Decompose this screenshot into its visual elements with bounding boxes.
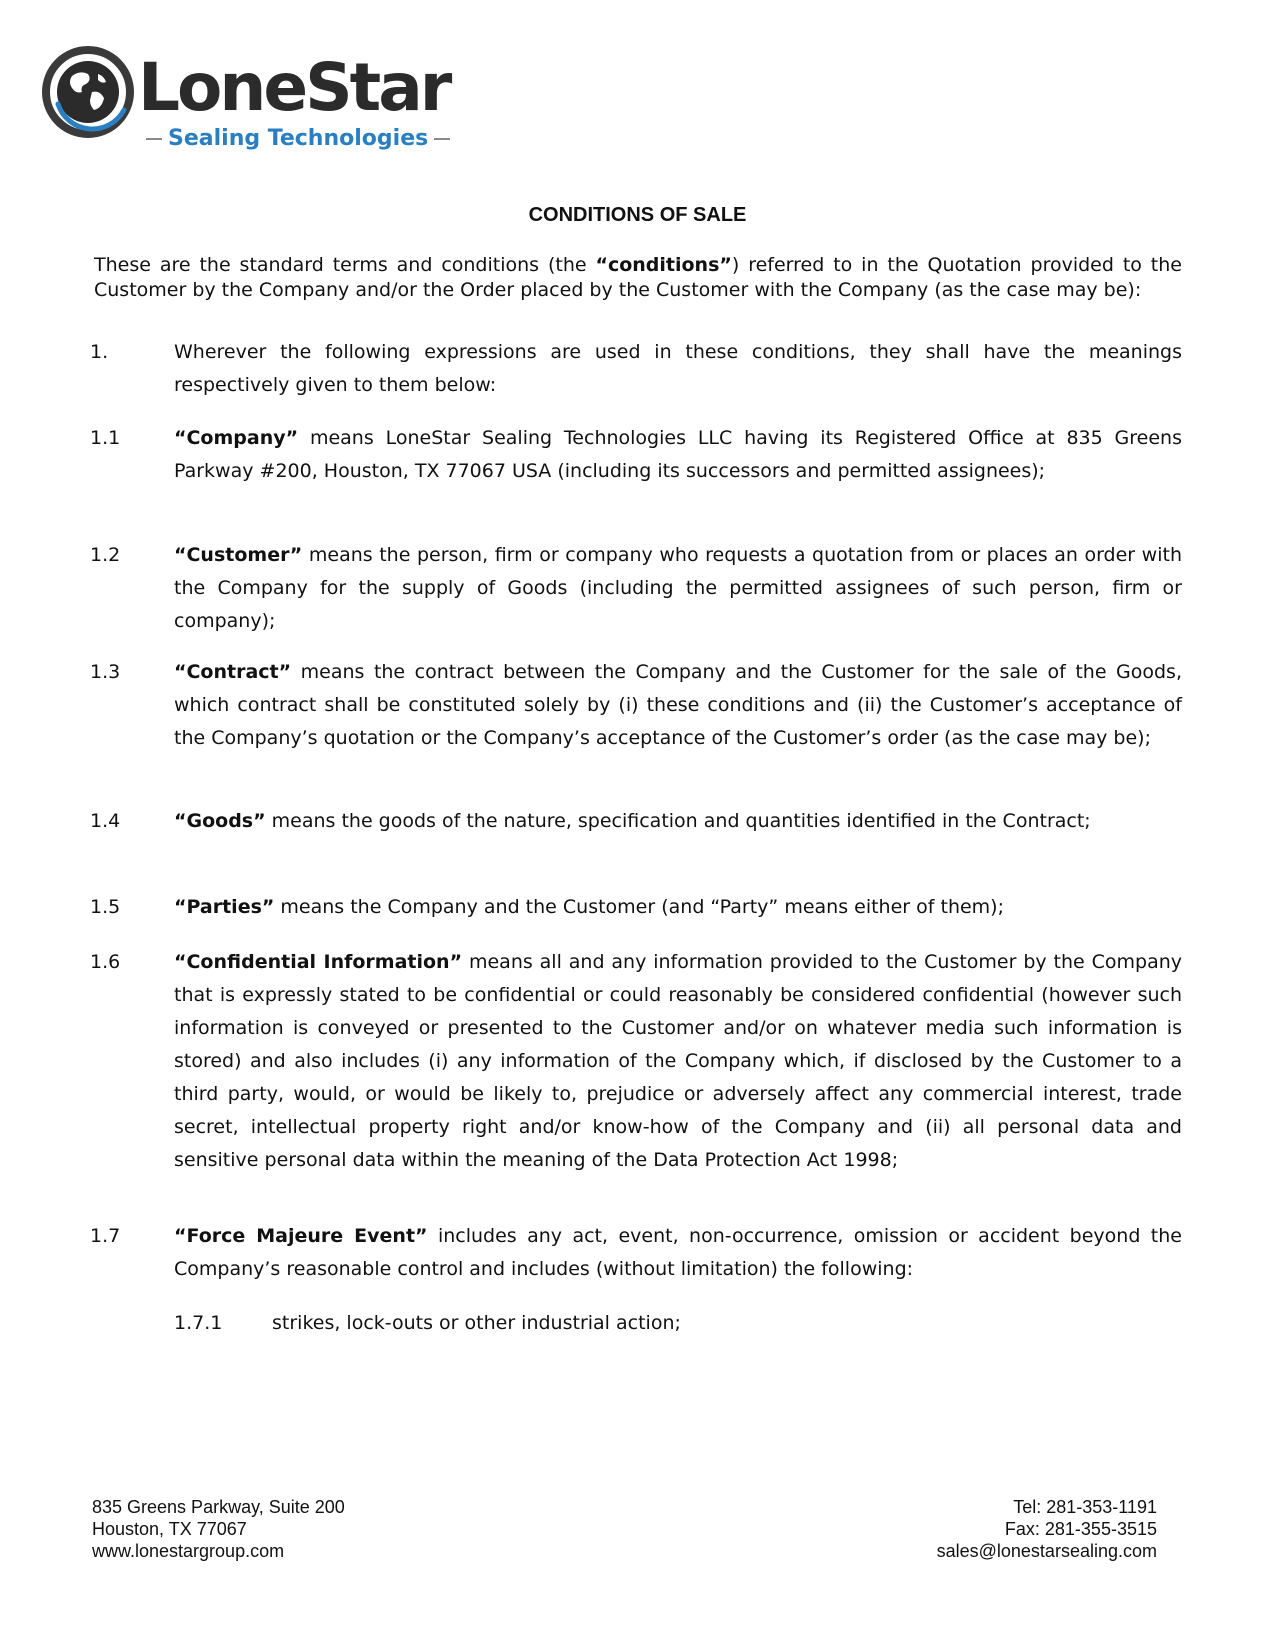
clause-text: strikes, lock-outs or other industrial action; <box>272 1312 681 1334</box>
clause-number: 1.2 <box>90 544 121 566</box>
footer-tel: Tel: 281-353-1191 <box>1013 1497 1157 1517</box>
clause-body <box>174 422 1182 488</box>
intro-text-before: These are the standard terms and conditions (the <box>94 254 596 276</box>
defined-term: “Company” <box>174 427 299 449</box>
clause-body <box>174 656 1182 755</box>
brand-tagline-row <box>140 126 456 152</box>
footer-contact <box>937 1496 1157 1562</box>
clause-text: includes any act, event, non-occurrence, omission or accident beyond the Company’s reasonable control and includes (without limitation) the following: <box>174 1225 1182 1280</box>
clause-number: 1.6 <box>90 951 121 973</box>
clause-number: 1.5 <box>90 896 121 918</box>
clause-number: 1.4 <box>90 810 121 832</box>
clause-number: 1.1 <box>90 427 121 449</box>
intro-text-after: ) referred to in the Quotation provided to the Customer by the Company and/or the Order placed by the Customer with the Company (as the case may be): <box>94 254 1182 301</box>
clause-body <box>174 946 1182 1177</box>
intro-defined-term: “conditions” <box>595 254 732 276</box>
clause-text: means LoneStar Sealing Technologies LLC having its Registered Office at 835 Greens Parkway #200, Houston, TX 77067 USA (including its successors and permitted assignees); <box>174 427 1182 482</box>
clause-body <box>174 805 1182 838</box>
clause-text: means the person, firm or company who requests a quotation from or places an order with the Company for the supply of Goods (including the permitted assignees of such person, firm or company); <box>174 544 1182 632</box>
clause-number: 1.7.1 <box>174 1312 223 1334</box>
clause-body <box>174 539 1182 638</box>
clause-text: means all and any information provided to the Customer by the Company that is expressly stated to be confidential or could reasonably be considered confidential (however such information is conveyed or presented to the Customer and/or on whatever media such information is stored) and also includes (i) any information of the Company which, if disclosed by the Customer to a third party, would, or would be likely to, prejudice or adversely affect any commercial interest, trade secret, intellectual property right and/or know-how of the Company and (ii) all personal data and sensitive personal data within the meaning of the Data Protection Act 1998; <box>174 951 1183 1171</box>
defined-term: “Goods” <box>174 810 266 832</box>
footer-address-line2: Houston, TX 77067 <box>92 1519 247 1539</box>
clause-body <box>272 1307 1182 1340</box>
brand-name: LoneStar <box>138 49 450 126</box>
defined-term: “Contract” <box>174 661 292 683</box>
globe-icon <box>42 46 134 138</box>
document-title: CONDITIONS OF SALE <box>528 204 747 226</box>
defined-term: “Force Majeure Event” <box>174 1225 428 1247</box>
footer-fax: Fax: 281-355-3515 <box>1004 1519 1157 1539</box>
clause-body <box>174 336 1182 402</box>
footer-address <box>92 1496 345 1562</box>
clause-number: 1. <box>90 341 109 363</box>
footer-address-line1: 835 Greens Parkway, Suite 200 <box>92 1497 345 1517</box>
defined-term: “Parties” <box>174 896 275 918</box>
intro-paragraph <box>94 253 1182 303</box>
clause-text: means the Company and the Customer (and “Party” means either of them); <box>274 896 1004 918</box>
company-logo <box>42 46 462 156</box>
footer-website-link[interactable]: www.lonestargroup.com <box>92 1541 285 1561</box>
clause-text: means the contract between the Company and the Customer for the sale of the Goods, which contract shall be constituted solely by (i) these conditions and (ii) the Customer’s acceptance of the Company’s quotation or the Company’s acceptance of the Customer’s order (as the case may be); <box>174 661 1182 749</box>
brand-tagline: Sealing Technologies <box>168 126 429 151</box>
footer-email-link[interactable]: sales@lonestarsealing.com <box>936 1541 1157 1561</box>
clause-number: 1.3 <box>90 661 121 683</box>
defined-term: “Confidential Information” <box>174 951 463 973</box>
clause-body <box>174 891 1182 924</box>
clause-text: means the goods of the nature, specification and quantities identified in the Contract; <box>265 810 1091 832</box>
clause-number: 1.7 <box>90 1225 121 1247</box>
clause-text: Wherever the following expressions are used in these conditions, they shall have the meanings respectively given to them below: <box>174 341 1182 396</box>
clause-body <box>174 1220 1182 1286</box>
tagline-dash-right <box>434 138 450 140</box>
tagline-dash-left <box>146 138 162 140</box>
defined-term: “Customer” <box>174 544 303 566</box>
